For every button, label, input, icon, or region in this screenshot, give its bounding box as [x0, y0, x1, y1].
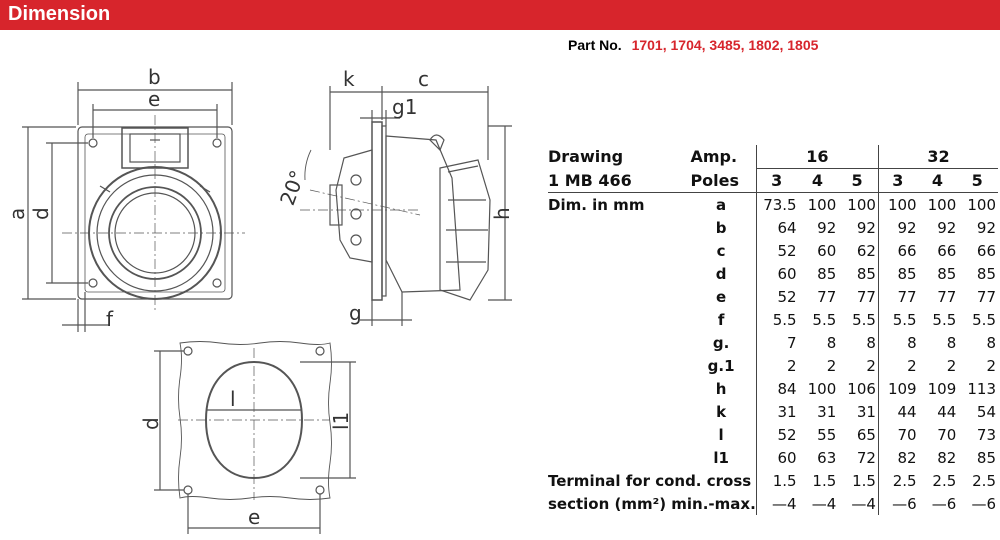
dim-value-cell: 77: [937, 287, 957, 306]
pole-cell: 3: [756, 169, 798, 193]
amp-group-16: 16: [756, 145, 878, 169]
drawing-code: 1 MB 466: [548, 169, 686, 193]
terminal-row-max: [548, 492, 998, 515]
dim-value-cell: 92: [976, 218, 996, 237]
dim-value-cell: 84: [756, 377, 798, 400]
dim-value-cell: 73: [976, 425, 996, 444]
dim-key: f: [717, 310, 725, 329]
dim-value-cell: 72: [856, 448, 876, 467]
dim-value-cell: 63: [817, 448, 837, 467]
dim-value-cell: 77: [976, 287, 996, 306]
dim-value-cell: 5.5: [812, 310, 837, 329]
dim-value-cell: 100: [807, 379, 837, 398]
dim-value-cell: 62: [856, 241, 876, 260]
dim-value-cell: 8: [878, 331, 918, 354]
label-e-cutout: e: [248, 505, 261, 529]
dim-label: [548, 216, 686, 239]
pole-cell: 3: [878, 169, 918, 193]
dim-label: [548, 308, 686, 331]
table-row: [548, 216, 998, 239]
dim-value-cell: 44: [937, 402, 957, 421]
dim-value-cell: 2: [826, 356, 837, 375]
terminal-max-cell: —4: [756, 492, 798, 515]
dim-value-cell: 92: [817, 218, 837, 237]
table-header-row-poles: [548, 169, 998, 193]
dim-value-cell: 8: [946, 333, 957, 352]
dim-key: c: [716, 241, 726, 260]
dim-label: [548, 239, 686, 262]
pole-cell: 4: [799, 169, 839, 193]
dim-key: k: [716, 402, 727, 421]
table-row: [548, 262, 998, 285]
label-l: l: [230, 387, 236, 411]
terminal-label-line2: section (mm²) min.-max.: [548, 494, 756, 513]
label-a: a: [5, 207, 29, 220]
pole-cell: 5: [958, 169, 998, 193]
dim-value-cell: 66: [878, 239, 918, 262]
table-row: [548, 446, 998, 469]
dim-key: a: [716, 195, 727, 214]
dim-value-cell: 109: [927, 379, 957, 398]
dim-value-cell: 60: [756, 446, 798, 469]
label-f: f: [106, 307, 114, 331]
dim-label: [548, 423, 686, 446]
dim-value-cell: 31: [817, 402, 837, 421]
label-d-cutout: d: [139, 417, 163, 430]
dim-label: [548, 262, 686, 285]
dim-value-cell: 5.5: [972, 310, 996, 329]
label-l1: l1: [329, 411, 353, 430]
front-view-drawing: [22, 82, 245, 332]
terminal-label-line1: Terminal for cond. cross: [548, 471, 752, 490]
dim-value-cell: 64: [756, 216, 798, 239]
table-row: [548, 239, 998, 262]
dim-value-cell: 52: [756, 423, 798, 446]
dim-value-cell: 82: [878, 446, 918, 469]
table-header-row-amp: [548, 145, 998, 169]
label-g1: g1: [392, 95, 418, 119]
dim-value-cell: 31: [856, 402, 876, 421]
dim-value-cell: 65: [856, 425, 876, 444]
terminal-max-cell: —6: [931, 494, 957, 513]
dim-value-cell: 85: [878, 262, 918, 285]
dim-value-cell: 2: [866, 356, 876, 375]
label-e: e: [148, 87, 161, 111]
dim-label: [548, 331, 686, 354]
dim-value-cell: 85: [937, 264, 957, 283]
dim-value-cell: 73.5: [756, 193, 798, 217]
dim-value-cell: 7: [756, 331, 798, 354]
table-row: [548, 400, 998, 423]
terminal-min-cell: 1.5: [756, 469, 798, 492]
dim-value-cell: 77: [817, 287, 837, 306]
pole-cell: 5: [838, 169, 878, 193]
part-number-label: Part No.: [568, 37, 622, 53]
dim-value-cell: 106: [847, 379, 876, 398]
table-row: [548, 423, 998, 446]
dim-label: [548, 400, 686, 423]
dim-value-cell: 82: [937, 448, 957, 467]
dim-value-cell: 2: [756, 354, 798, 377]
dim-key: l: [718, 425, 724, 444]
dim-value-cell: 85: [976, 264, 996, 283]
dim-value-cell: 77: [878, 285, 918, 308]
dim-label: [548, 446, 686, 469]
terminal-max-cell: —4: [811, 494, 837, 513]
poles-label: Poles: [686, 169, 756, 193]
dim-value-cell: 77: [856, 287, 876, 306]
table-row: [548, 331, 998, 354]
label-k: k: [343, 67, 355, 91]
dim-value-cell: 2: [986, 356, 996, 375]
dim-value-cell: 100: [847, 195, 876, 214]
part-number-value: 1701, 1704, 3485, 1802, 1805: [631, 37, 819, 53]
dim-value-cell: 113: [967, 379, 996, 398]
dim-value-cell: 8: [826, 333, 837, 352]
dim-key: b: [715, 218, 727, 237]
dim-value-cell: 66: [976, 241, 996, 260]
dim-value-cell: 70: [878, 423, 918, 446]
terminal-min-cell: 2.5: [972, 471, 996, 490]
dim-label: [548, 377, 686, 400]
dim-key: g.1: [707, 356, 735, 375]
dim-value-cell: 85: [856, 264, 876, 283]
dim-value-cell: 54: [976, 402, 996, 421]
dim-label: [548, 354, 686, 377]
dim-value-cell: 85: [817, 264, 837, 283]
side-view-drawing: [300, 86, 512, 326]
dim-key: g.: [712, 333, 730, 352]
terminal-max-cell: —4: [851, 494, 876, 513]
dim-value-cell: 8: [986, 333, 996, 352]
amp-group-32: 32: [878, 145, 998, 169]
table-row: [548, 285, 998, 308]
dim-key: l1: [713, 448, 729, 467]
terminal-max-cell: —6: [878, 492, 918, 515]
dim-value-cell: 92: [937, 218, 957, 237]
dim-value-cell: 60: [817, 241, 837, 260]
terminal-row-min: [548, 469, 998, 492]
dim-label: [548, 285, 686, 308]
dim-value-cell: 31: [756, 400, 798, 423]
dim-value-cell: 100: [927, 195, 957, 214]
label-g: g: [349, 301, 362, 325]
dim-value-cell: 5.5: [932, 310, 957, 329]
part-number: [568, 37, 818, 53]
label-b: b: [148, 65, 161, 89]
dim-value-cell: 44: [878, 400, 918, 423]
dim-value-cell: 5.5: [878, 308, 918, 331]
dim-value-cell: 100: [878, 193, 918, 217]
terminal-max-cell: —6: [971, 494, 996, 513]
terminal-min-cell: 1.5: [812, 471, 837, 490]
dim-value-cell: 52: [756, 239, 798, 262]
terminal-min-cell: 2.5: [878, 469, 918, 492]
dim-value-cell: 70: [937, 425, 957, 444]
dim-value-cell: 2: [878, 354, 918, 377]
dim-value-cell: 5.5: [756, 308, 798, 331]
terminal-min-cell: 1.5: [852, 471, 876, 490]
table-row: [548, 308, 998, 331]
dim-value-cell: 2: [946, 356, 957, 375]
label-c: c: [418, 67, 429, 91]
pole-cell: 4: [919, 169, 959, 193]
section-title: Dimension: [8, 3, 111, 25]
dim-key: h: [715, 379, 727, 398]
dim-value-cell: 66: [937, 241, 957, 260]
dim-value-cell: 92: [878, 216, 918, 239]
dim-key: d: [715, 264, 727, 283]
dim-value-cell: 60: [756, 262, 798, 285]
dim-value-cell: 85: [976, 448, 996, 467]
dim-value-cell: 5.5: [852, 310, 876, 329]
table-row: [548, 354, 998, 377]
dim-value-cell: 109: [878, 377, 918, 400]
label-angle: 20°: [275, 166, 310, 209]
terminal-min-cell: 2.5: [932, 471, 957, 490]
dim-value-cell: 55: [817, 425, 837, 444]
dim-key: e: [716, 287, 727, 306]
table-row: [548, 377, 998, 400]
drawing-label: Drawing: [548, 147, 624, 167]
dimension-table: [548, 145, 998, 515]
dim-label: Dim. in mm: [548, 195, 645, 214]
dim-value-cell: 100: [967, 195, 996, 214]
dim-value-cell: 100: [807, 195, 837, 214]
label-h: h: [490, 207, 514, 220]
amp-label: Amp.: [690, 147, 738, 167]
table-row: [548, 193, 998, 217]
dim-value-cell: 52: [756, 285, 798, 308]
label-d: d: [29, 207, 53, 220]
dim-value-cell: 92: [856, 218, 876, 237]
dim-value-cell: 8: [866, 333, 876, 352]
